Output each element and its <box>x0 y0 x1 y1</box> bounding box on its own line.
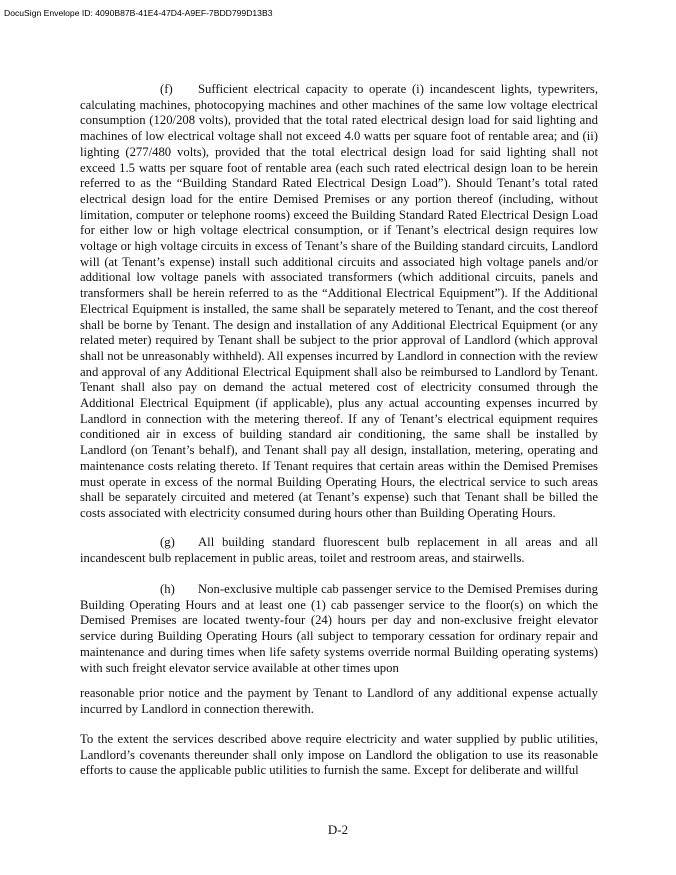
paragraph-h-continuation: reasonable prior notice and the payment by Tenant to Landlord of any additional expense actually incurred by Landlord in connection therewith. <box>80 686 598 716</box>
paragraph-g <box>80 535 598 566</box>
page-number: D-2 <box>327 822 349 837</box>
paragraph-f-label: (f) <box>160 82 173 96</box>
paragraph-g-text: All building standard fluorescent bulb replacement in all areas and all incandescent bulb replacement in public areas, toilet and restroom areas, and stairwells. <box>80 535 598 565</box>
paragraph-h-label: (h) <box>160 582 175 596</box>
paragraph-h <box>80 582 598 676</box>
paragraph-f-text: Sufficient electrical capacity to operate (i) incandescent lights, typewriters, calculating machines, photocopying machines and other machines of the same low voltage electrical consumption (120/208 volts), provided that the total rated electrical design load for said lighting and machines of low electrical voltage shall not exceed 4.0 watts per square foot of rentable area; and (ii) lighting (277/480 volts), provided that the total electrical design load for said lighting shall not exceed 1.5 watts per square foot of rentable area (each such rated electrical design loan to be herein referred to as the “Building Standard Rated Electrical Design Load”). Should Tenant’s total rated electrical design load for the entire Demised Premises or any portion thereof (including, without limitation, computer or telephone rooms) exceed the Building Standard Rated Electrical Design Load for either low or high voltage electrical consumption, or if Tenant’s electrical design requires low voltage or high voltage circuits in excess of Tenant’s share of the Building standard circuits, Landlord will (at Tenant’s expense) install such additional circuits and associated high voltage panels and/or additional low voltage panels with associated transformers (which additional circuits, panels and transformers shall be herein referred to as the “Additional Electrical Equipment”). If the Additional Electrical Equipment is installed, the same shall be separately metered to Tenant, and the cost thereof shall be borne by Tenant. The design and installation of any Additional Electrical Equipment (or any related meter) required by Tenant shall be subject to the prior approval of Landlord (which approval shall not be unreasonably withheld). All expenses incurred by Landlord in connection with the review and approval of any Additional Electrical Equipment shall also be reimbursed to Landlord by Tenant. Tenant shall also pay on demand the actual metered cost of electricity consumed through the Additional Electrical Equipment (if applicable), plus any actual accounting expenses incurred by Landlord in connection with the metering thereof. If any of Tenant’s electrical equipment requires conditioned air in excess of building standard air conditioning, the same shall be installed by Landlord (on Tenant’s behalf), and Tenant shall pay all design, installation, metering, operating and maintenance costs relating thereto. If Tenant requires that certain areas within the Demised Premises must operate in excess of the normal Building Operating Hours, the electrical service to such areas shall be separately circuited and metered (at Tenant’s expense) such that Tenant shall be billed the costs associated with electricity consumed during hours other than Building Operating Hours. <box>80 82 598 520</box>
paragraph-h-text: Non-exclusive multiple cab passenger service to the Demised Premises during Building Operating Hours and at least one (1) cab passenger service to the floor(s) on which the Demised Premises are located twenty-four (24) hours per day and non-exclusive freight elevator service during Building Operating Hours (all subject to temporary cessation for ordinary repair and maintenance and during times when life safety systems override normal Building operating systems) with such freight elevator service available at other times upon <box>80 582 598 675</box>
paragraph-utilities: To the extent the services described above require electricity and water supplied by public utilities, Landlord’s covenants thereunder shall only impose on Landlord the obligation to use its reasonable efforts to cause the applicable public utilities to furnish the same. Except for deliberate and willful <box>80 732 598 778</box>
envelope-id: DocuSign Envelope ID: 4090B87B-41E4-47D4-A9EF-7BDD799D13B3 <box>4 8 273 18</box>
paragraph-g-label: (g) <box>160 535 175 549</box>
paragraph-f <box>80 82 598 522</box>
